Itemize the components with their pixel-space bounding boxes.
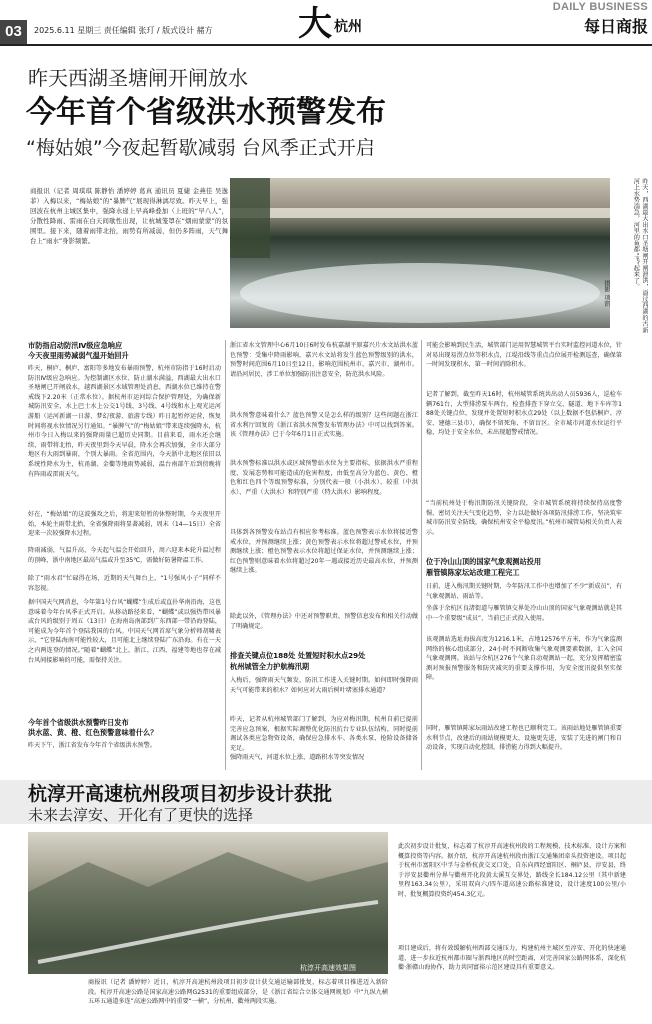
column-divider-2	[421, 340, 422, 770]
col1-subhead-3: 洪水蓝、黄、橙、红色预警意味着什么？	[28, 728, 158, 737]
col3-body-4: 日前，进入梅汛期关键时期，今年防汛工作中也增加了不少“新成员”，有气象观测站、雨站等。	[426, 583, 622, 600]
photo-water	[240, 263, 600, 323]
col3-subhead-1: 位于冷山山顶的国家气象观测站投用	[426, 557, 542, 566]
flood-photo-detail	[230, 178, 610, 328]
lead-headline: 今年首个省级洪水预警发布	[26, 95, 386, 130]
lead-intro: 商报讯（记者 周琪琪 陈静怡 潘婷婷 葛真 通讯员 夏婕 金燕佳 吴逸菲）入梅以来，“梅姑娘”的“暴脾气”展现得淋漓尽致。昨天早上，强回波在杭州主城区集中，强降水递上早高峰叠加（上班的“早八人”，分散性降雨、雷雨在白天间歇性出现，让杭城笼罩在“烟雨蒙蒙”的氛围里。接下来，随着雨带北抬，雨势有所减弱，但仍多阵雨，天气舞台上“雨水”身影频繁。	[30, 187, 228, 245]
col2-body-6: 入梅后，强降雨天气频发，防汛工作进入关键时期。如何即时强降雨天气可能带来的积水？如何应对大雨后树叶堵塞排水通道？	[230, 677, 418, 694]
col1-body-6: 昨天下午，浙江省发布今年首个省级洪水预警。	[28, 742, 156, 749]
story2-body-left: 商报讯（记者 潘婷婷）近日，杭淳开高速杭州段项目初步设计获交通运输部批复，标志着项目推进迈入新阶段。杭淳开高速公路是国家高速公路网G2531的重要组成部分，是《浙江省综合立体交通网规划》中“九纵九横五环五通道多连”高速公路网中的重要“一横”，分杭州、衢州两段实施。	[88, 979, 388, 1006]
photo-trees	[230, 178, 270, 258]
story2-body-right-2: 项目建成后，将有效缓解杭州西部交通压力，构建杭州主城区至淳安、开化的快速通道，进一步拉近杭州都市圈与浙西地区的时空距离，对完善国家公路网体系，深化杭衢·浙赣山海协作，助力共同富裕示范区建设具有重要意义。	[398, 945, 626, 972]
col3-body-7: 同时，雁管镇陈家坛雨站改建工程也已顺利完工。该雨站地处雁管镇重要水利节点，改建后的雨站规模更大、设施更先进，安装了先进的闸门和自动设备，实现自动化控制，排涝能力得到大幅提升。	[426, 725, 622, 752]
col1-body-3: 降雨减弱，气温升高，今天起气温会开始回升，周六迎来本轮升温过程的顶峰，浙中南地区最高气温或升至35℃，需做好防暑降温工作。	[28, 547, 221, 564]
brand-chinese: 每日商报	[583, 17, 648, 36]
col3-subhead-2: 雁管镇陈家坛站改建工程完工	[426, 568, 520, 577]
col2-body-8: 强降雨天气，河道水位上涨、道路积水等突发情况	[230, 754, 365, 761]
col1-body-2: 好在，“梅姑娘”的这波强攻之后，将迎来短暂的休整时期，今天夜里开始，本轮主雨带北抬，全省强降雨将显著减弱，周末（14—15日）全省迎来一次较强降水过程。	[28, 511, 221, 538]
header-rule	[0, 44, 652, 46]
col2-body-1: 浙江省水文管理中心6月10日6时发布杭嘉湖平原嘉兴片水文站洪水蓝色预警：受集中降雨影响，嘉兴水文站将发生蓝色预警级别的洪水，预警时间范围6月10日至12日，影响范围杭州市、嘉兴市、湖州市。请沿河居民、涉工单位加强防汛注意安全，防范洪水风险。	[230, 342, 418, 378]
col3-body-3: “当前杭州处于梅汛期防汛关键阶段，全市城管系统将持续保持高度警惕，密切关注天气变化趋势，全力以赴做好各项防汛排涝工作，坚决筑牢城市防汛安全防线，确保杭州安全平稳度汛。”杭州市城管局相关负责人表示。	[426, 500, 622, 536]
photo-credit: 摄影 项凯	[603, 280, 610, 307]
lead-kicker: 昨天西湖圣塘闸开闸放水	[28, 66, 248, 90]
col2-body-4: 具体到各预警发布站点有相应参考标准。蓝色预警表示水位将接近警戒水位，并预测继续上涨；黄色预警表示水位将超过警戒水位，并预测继续上涨；橙色预警表示水位将超过保证水位，并预测继续上涨；红色预警则意味着水位将超过20年一遇或接近历史最高水位，并预测继续上涨。	[230, 529, 418, 575]
story2-body-right: 此次初步设计批复，标志着了杭淳开高速杭州段的工程规模、技术标准、设计方案和概算投资等内容。据介绍，杭淳开高速杭州段由浙江交通集团牵头投资建设。项目起于杭州市富阳区中孚与金桥杭黄交叉口处，自东向西经富阳区、桐庐县、淳安县，终于淳安县衢州分界与衢州开化段黄太溪互交界处，路线全长184.12公里（其中新建里程163.34公里），采用双向六/四车道高速公路标准建设，设计速度100公里/小时，批复概算投资约454.3亿元。	[398, 843, 626, 898]
col3-body-6: 该观测站选址海拔高度为1216.1米，占地12576平方米，作为气象监测网络的核心组成部分，24小时不间断收集气象观测要素数据，汇入全国气象观测网。该站与余杭区276个气象自动观测站一起，充分发挥精密监测对预报预警服务和防灾减灾的重要支撑作用，为安全度汛提供坚实保障。	[426, 636, 622, 682]
column-divider-1	[225, 340, 226, 770]
col1-body-5: 据中国天气网消息，今年第1号台风“蝴蝶”生成后或直扑华南沿海，这也意味着今年台风季正式开启。从移动路径来看，“蝴蝶”或以强热带风暴或台风的级别于周五（13日）在海南岛南部到广东西部一带沿海登陆，可能成为今年首个登陆我国的台风。中国天气网首席气象分析师胡啸表示，“它登陆海南可能性较大，且可能北上继续登陆广东沿海。有在一天之内两连登的情况。”随着“蝴蝶”北上，浙江、江西、福建等地也存在减台风间接影响的可能，需保持关注。	[28, 599, 221, 664]
brand-english: DAILY BUSINESS	[552, 1, 648, 13]
lead-subhead: “梅姑娘”今夜起暂歇减弱 台风季正式开启	[26, 137, 375, 159]
col2-body-3: 洪水预警标准以洪水或区域预警站水位为主要指标，依据洪水严重程度、发展态势和可能造成的危害程度，由低至高分为蓝色、黄色、橙色和红色四个等级预警标准，分别代表一般（小洪水）、较重（中洪水）、严重（大洪水）和特别严重（特大洪水）影响程度。	[230, 460, 418, 496]
story2-subhead: 未来去淳安、开化有了更快的选择	[28, 806, 254, 824]
col1-subhead-2: 今年首个省级洪水预警昨日发布	[28, 718, 129, 727]
col2-body-2: 洪水预警意味着什么？蓝色预警又是怎么样的级别？这些问题在浙江省水利厅回复的《浙江省洪水预警发布管理办法》中可以找到答案。该《管理办法》已于今年6月1日正式实施。	[230, 412, 418, 439]
section-name: 杭州	[334, 19, 362, 35]
col1-subhead-1a: 市防指启动防汛Ⅳ级应急响应	[28, 341, 123, 350]
photo-railing	[230, 208, 610, 218]
col3-body-5: 坐落于余杭区良渚街道与雁管镇交界处冷山山顶的国家气象观测站就是其中一个重要级“成员”，当前已正式投入使用。	[426, 605, 622, 622]
col1-body-1: 昨天，桐庐、桐庐、富阳等多地发布暴雨预警，杭州市防指于16时启动防汛Ⅳ级应急响应。为控制湖区水位、防止湖水满溢，西湖最大出水口圣塘闸已开闸放水，越西湖景区水域管理处消息，西湖水位已维持在警戒线下2.20米（正常水位）。据杭州市运河综合保护管理处，为确保新城防汛安全，水上巴士水上公交1号线、3号线、4号线和水上观光运河游船（运河新湖一日游、梦幻夜游、旅游专线）昨日起暂停运营，恢复时间将视水位情况另行通知。“暴脾气”的“梅姑娘”带来连续强降水，杭州市今日入梅以来的强降雨量已超历史同期。目前来看，雨水还会继续，雨带将北抬，昨天夜里到今天早晨，降水会再次加强，全市大部分地区有大雨到暴雨，个别大暴雨。全省范围内，今天浙中北地区依旧以系统性降水为主，杭甬湖、金衢等地雨势减弱，温台南部午后到傍晚将有阵雨或雷雨天气。	[28, 365, 221, 478]
highway-photo-detail	[28, 832, 388, 974]
col2-subhead-2: 杭州城管全力护航梅汛期	[230, 662, 310, 671]
col3-body-2: 记者了解到，截至昨天16时，杭州城管系统共出动人员5936人，巡检车辆761台，大型排涝泵车两台，检查排查下穿立交、隧道、地下车库等188处关键点位，发现并处置短时积水点29处（以上数据不包括桐庐、淳安、建德三县市），确保不留死角、不留盲区。全市城市河道水位运行平稳，均处于安全水位，未出现超警戒情况。	[426, 391, 622, 437]
photo-caption: 昨天，西湖最大出水口圣塘闸开闸泄洪，溢过西湖的古新河上水势湍急，河里的鱼都“飞”起来了。	[632, 178, 648, 333]
col1-body-4: 除了“雨水君”忙碌得在场，近期的天气舞台上，“1号强风小子”同样不容忽视。	[28, 575, 221, 592]
col2-body-5: 除此以外，《管理办法》中还对预警职责、预警信息发布和相关行动做了明确规定。	[230, 613, 418, 630]
date-info: 2025.6.11 星期三 责任编辑 张玎 / 版式设计 赭方	[34, 26, 213, 35]
col2-body-7: 昨天，记者从杭州城管部门了解到，为应对梅汛期，杭州自前已提前完善应急预案，根据实际调整优化防汛抗台专业队伍结构，同时提前调试各类应急物资设备，确保应急排水车、各类水泵、抢险设备储备充足。	[230, 716, 418, 752]
col2-subhead-1: 排查关键点位188处 处置短时积水点29处	[230, 651, 366, 660]
section-glyph: 大	[298, 4, 332, 44]
highway-photo-caption: 杭淳开高速效果图	[300, 964, 356, 972]
page-number: 03	[0, 20, 27, 44]
story2-headline: 杭淳开高速杭州段项目初步设计获批	[28, 783, 333, 805]
col1-subhead-1b: 今天夜里雨势减弱气温开始回升	[28, 351, 129, 360]
col3-body-1: 可能会影响到民生活，城管部门运用智慧城管平台实时监控河道水位，针对易出现易涝点位等积水点，江堤沿线等重点点位展开检测巡查，确保第一时间发现积水，第一时间消除积水。	[426, 342, 622, 369]
